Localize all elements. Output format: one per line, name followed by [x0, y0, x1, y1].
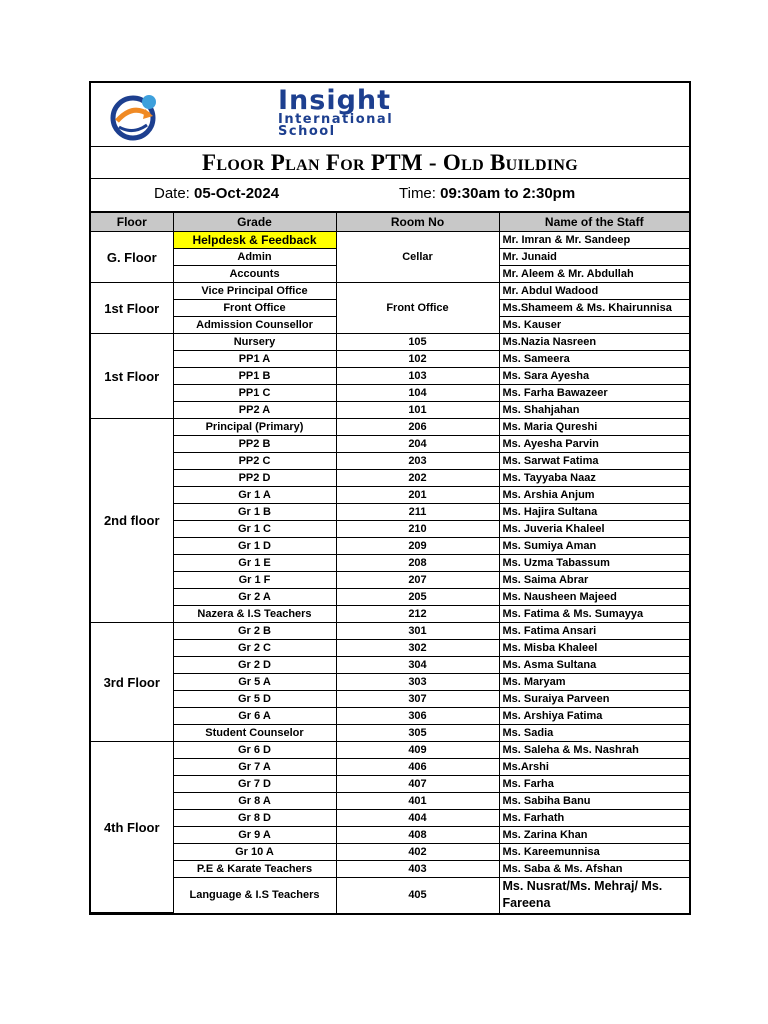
staff-cell: Mr. Junaid	[499, 249, 689, 266]
staff-cell: Ms. Ayesha Parvin	[499, 436, 689, 453]
grade-cell: Gr 6 D	[173, 742, 336, 759]
floor-cell: 3rd Floor	[91, 623, 173, 742]
table-row	[91, 572, 689, 589]
grade-cell: Gr 5 A	[173, 674, 336, 691]
document-title: Floor Plan For PTM - Old Building	[202, 150, 578, 175]
staff-cell: Ms. Sameera	[499, 351, 689, 368]
staff-cell: Ms. Kauser	[499, 317, 689, 334]
grade-cell: Gr 2 B	[173, 623, 336, 640]
room-cell: 206	[336, 419, 499, 436]
grade-cell: Gr 8 A	[173, 793, 336, 810]
room-cell: 212	[336, 606, 499, 623]
room-cell: 204	[336, 436, 499, 453]
room-cell: 102	[336, 351, 499, 368]
room-cell: 205	[336, 589, 499, 606]
staff-cell: Ms. Misba Khaleel	[499, 640, 689, 657]
floor-cell: 4th Floor	[91, 742, 173, 913]
grade-cell: PP2 C	[173, 453, 336, 470]
staff-cell: Ms. Hajira Sultana	[499, 504, 689, 521]
brand-subtitle: International	[278, 112, 394, 127]
table-row	[91, 334, 689, 351]
grade-cell: PP1 B	[173, 368, 336, 385]
grade-cell: Front Office	[173, 300, 336, 317]
grade-cell: PP1 A	[173, 351, 336, 368]
table-row	[91, 623, 689, 640]
staff-cell: Ms. Asma Sultana	[499, 657, 689, 674]
grade-cell: Student Counselor	[173, 725, 336, 742]
grade-cell: Gr 9 A	[173, 827, 336, 844]
time-label: Time:	[399, 185, 436, 202]
grade-cell: Gr 1 B	[173, 504, 336, 521]
staff-cell: Ms. Farha	[499, 776, 689, 793]
table-row	[91, 232, 689, 249]
grade-cell: Gr 1 E	[173, 555, 336, 572]
table-row	[91, 538, 689, 555]
table-row	[91, 708, 689, 725]
room-cell: Front Office	[336, 283, 499, 334]
staff-cell: Ms. Sara Ayesha	[499, 368, 689, 385]
grade-cell: Gr 1 C	[173, 521, 336, 538]
staff-column-header: Name of the Staff	[499, 213, 689, 232]
staff-cell: Ms. Tayyaba Naaz	[499, 470, 689, 487]
table-row	[91, 793, 689, 810]
floor-cell: G. Floor	[91, 232, 173, 283]
staff-cell: Mr. Imran & Mr. Sandeep	[499, 232, 689, 249]
floor-cell: 1st Floor	[91, 334, 173, 419]
staff-cell: Ms. Nausheen Majeed	[499, 589, 689, 606]
table-row	[91, 487, 689, 504]
table-row	[91, 742, 689, 759]
table-row	[91, 691, 689, 708]
table-row	[91, 453, 689, 470]
title-row	[91, 147, 689, 179]
grade-cell: Gr 2 D	[173, 657, 336, 674]
room-cell: 301	[336, 623, 499, 640]
staff-cell: Ms. Sabiha Banu	[499, 793, 689, 810]
brand-name: Insight	[278, 85, 392, 116]
table-row	[91, 861, 689, 878]
grade-cell: Nursery	[173, 334, 336, 351]
room-cell: 105	[336, 334, 499, 351]
staff-cell: Ms. Sarwat Fatima	[499, 453, 689, 470]
floor-plan-table	[91, 212, 689, 913]
table-header-row	[91, 213, 689, 232]
room-cell: 401	[336, 793, 499, 810]
grade-cell: Gr 7 D	[173, 776, 336, 793]
room-cell: 305	[336, 725, 499, 742]
room-cell: 210	[336, 521, 499, 538]
table-row	[91, 351, 689, 368]
table-row	[91, 283, 689, 300]
room-cell: 104	[336, 385, 499, 402]
room-cell: 405	[336, 878, 499, 913]
floor-cell: 2nd floor	[91, 419, 173, 623]
room-cell: 407	[336, 776, 499, 793]
staff-cell: Ms. Kareemunnisa	[499, 844, 689, 861]
table-row	[91, 657, 689, 674]
floor-column-header: Floor	[91, 213, 173, 232]
table-row	[91, 589, 689, 606]
date-value: 05-Oct-2024	[194, 185, 280, 202]
table-body	[91, 232, 689, 913]
staff-cell: Ms. Uzma Tabassum	[499, 555, 689, 572]
staff-cell: Ms. Sumiya Aman	[499, 538, 689, 555]
room-cell: 302	[336, 640, 499, 657]
table-row	[91, 674, 689, 691]
staff-cell: Ms.Shameem & Ms. Khairunnisa	[499, 300, 689, 317]
grade-cell: Vice Principal Office	[173, 283, 336, 300]
grade-cell: Gr 2 A	[173, 589, 336, 606]
school-logo-icon	[105, 91, 165, 141]
grade-cell: Gr 5 D	[173, 691, 336, 708]
grade-cell: Principal (Primary)	[173, 419, 336, 436]
grade-cell: Gr 10 A	[173, 844, 336, 861]
room-cell: 304	[336, 657, 499, 674]
room-cell: 303	[336, 674, 499, 691]
table-row	[91, 402, 689, 419]
staff-cell: Ms. Nusrat/Ms. Mehraj/ Ms. Fareena	[499, 878, 689, 913]
room-cell: 408	[336, 827, 499, 844]
staff-cell: Ms. Saba & Ms. Afshan	[499, 861, 689, 878]
room-cell: 404	[336, 810, 499, 827]
date-block	[154, 185, 279, 202]
staff-cell: Ms. Farhath	[499, 810, 689, 827]
table-row	[91, 555, 689, 572]
staff-cell: Ms.Nazia Nasreen	[499, 334, 689, 351]
grade-cell: PP2 B	[173, 436, 336, 453]
staff-cell: Ms.Arshi	[499, 759, 689, 776]
grade-cell: P.E & Karate Teachers	[173, 861, 336, 878]
table-row	[91, 436, 689, 453]
staff-cell: Mr. Abdul Wadood	[499, 283, 689, 300]
grade-cell: Accounts	[173, 266, 336, 283]
table-row	[91, 504, 689, 521]
grade-cell: Gr 1 D	[173, 538, 336, 555]
staff-cell: Ms. Maria Qureshi	[499, 419, 689, 436]
room-cell: 402	[336, 844, 499, 861]
room-cell: 103	[336, 368, 499, 385]
school-brand	[278, 87, 393, 138]
grade-cell: PP1 C	[173, 385, 336, 402]
grade-cell: Gr 1 F	[173, 572, 336, 589]
time-value: 09:30am to 2:30pm	[440, 185, 576, 202]
staff-cell: Ms. Fatima Ansari	[499, 623, 689, 640]
table-row	[91, 878, 689, 913]
grade-cell: Admin	[173, 249, 336, 266]
grade-cell: PP2 D	[173, 470, 336, 487]
staff-cell: Ms. Saleha & Ms. Nashrah	[499, 742, 689, 759]
grade-cell: PP2 A	[173, 402, 336, 419]
staff-cell: Ms. Suraiya Parveen	[499, 691, 689, 708]
brand-subtitle-2: School	[278, 124, 336, 139]
room-cell: 406	[336, 759, 499, 776]
staff-cell: Ms. Sadia	[499, 725, 689, 742]
room-cell: 202	[336, 470, 499, 487]
ptm-floor-plan-sheet	[89, 81, 691, 915]
table-row	[91, 640, 689, 657]
table-row	[91, 606, 689, 623]
table-row	[91, 827, 689, 844]
grade-cell: Language & I.S Teachers	[173, 878, 336, 913]
grade-cell: Gr 7 A	[173, 759, 336, 776]
grade-cell: Helpdesk & Feedback	[173, 232, 336, 249]
grade-column-header: Grade	[173, 213, 336, 232]
staff-cell: Mr. Aleem & Mr. Abdullah	[499, 266, 689, 283]
table-row	[91, 385, 689, 402]
staff-cell: Ms. Farha Bawazeer	[499, 385, 689, 402]
table-row	[91, 368, 689, 385]
staff-cell: Ms. Arshiya Fatima	[499, 708, 689, 725]
date-time-row	[91, 179, 689, 212]
room-cell: 203	[336, 453, 499, 470]
table-row	[91, 844, 689, 861]
room-cell: 207	[336, 572, 499, 589]
school-header	[91, 83, 689, 147]
room-cell: 101	[336, 402, 499, 419]
table-row	[91, 776, 689, 793]
room-cell: Cellar	[336, 232, 499, 283]
grade-cell: Gr 2 C	[173, 640, 336, 657]
table-row	[91, 810, 689, 827]
grade-cell: Nazera & I.S Teachers	[173, 606, 336, 623]
grade-cell: Admission Counsellor	[173, 317, 336, 334]
grade-cell: Gr 8 D	[173, 810, 336, 827]
room-cell: 209	[336, 538, 499, 555]
room-cell: 306	[336, 708, 499, 725]
staff-cell: Ms. Shahjahan	[499, 402, 689, 419]
room-column-header: Room No	[336, 213, 499, 232]
room-cell: 211	[336, 504, 499, 521]
staff-cell: Ms. Fatima & Ms. Sumayya	[499, 606, 689, 623]
room-cell: 208	[336, 555, 499, 572]
grade-cell: Gr 6 A	[173, 708, 336, 725]
staff-cell: Ms. Saima Abrar	[499, 572, 689, 589]
table-row	[91, 521, 689, 538]
table-row	[91, 725, 689, 742]
room-cell: 409	[336, 742, 499, 759]
grade-cell: Gr 1 A	[173, 487, 336, 504]
staff-cell: Ms. Maryam	[499, 674, 689, 691]
floor-cell: 1st Floor	[91, 283, 173, 334]
staff-cell: Ms. Zarina Khan	[499, 827, 689, 844]
date-label: Date:	[154, 185, 190, 202]
room-cell: 307	[336, 691, 499, 708]
room-cell: 201	[336, 487, 499, 504]
time-block	[399, 185, 575, 202]
table-row	[91, 470, 689, 487]
staff-cell: Ms. Arshia Anjum	[499, 487, 689, 504]
room-cell: 403	[336, 861, 499, 878]
staff-cell: Ms. Juveria Khaleel	[499, 521, 689, 538]
table-row	[91, 759, 689, 776]
table-row	[91, 419, 689, 436]
